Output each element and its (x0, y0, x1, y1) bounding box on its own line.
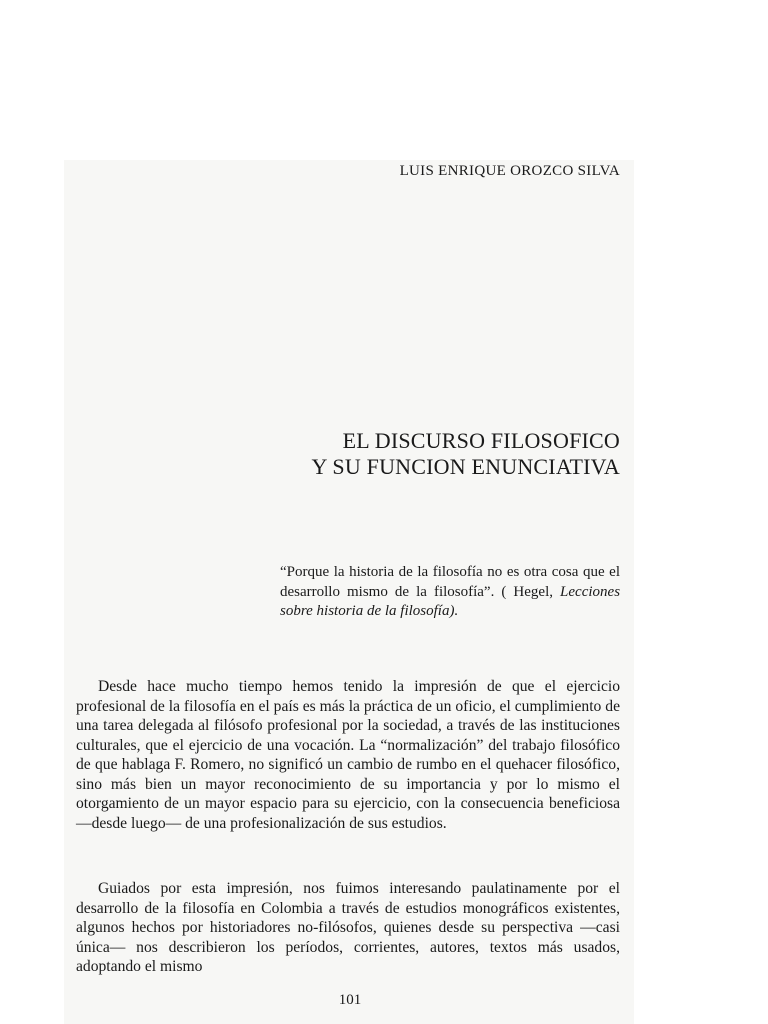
epigraph (280, 563, 620, 622)
page-number: 101 (338, 992, 362, 1008)
article-title (311, 428, 620, 480)
article-title-line-1: EL DISCURSO FILOSOFICO (342, 428, 620, 453)
author-name: LUIS ENRIQUE OROZCO SILVA (399, 163, 620, 179)
body-paragraph-1: Desde hace mucho tiempo hemos tenido la impresión de que el ejercicio profesional de la filosofía en el país es más la práctica de un oficio, el cumplimiento de una tarea delegada al filósofo profesional por la sociedad, a través de las instituciones culturales, que el ejercicio de una vocación. La “normalización” del trabajo filosófico de que hablaga F. Romero, no significó un cambio de rumbo en el quehacer filosófico, sino más bien un mayor reconocimiento de su importancia y por lo mismo el otorgamiento de un mayor espacio para su ejercicio, con la consecuencia beneficiosa —desde luego— de una profesionalización de sus estudios. (76, 678, 620, 832)
body-paragraph-2: Guiados por esta impresión, nos fuimos interesando paulatinamente por el desarrollo de la filosofía en Colombia a través de estudios monográficos existentes, algunos hechos por historiadores no-filósofos, quienes desde su perspectiva —casi única— nos describieron los períodos, corrientes, autores, textos más usados, adoptando el mismo (76, 880, 620, 975)
epigraph-quote: “Porque la historia de la filosofía no es otra cosa que el desarrollo mismo de la filosofía”. (280, 564, 620, 600)
epigraph-source-title: Lecciones sobre historia de la filosofía). (280, 583, 621, 619)
article-title-line-2: Y SU FUNCION ENUNCIATIVA (311, 454, 620, 479)
epigraph-source-prefix: ( Hegel, (501, 583, 553, 600)
